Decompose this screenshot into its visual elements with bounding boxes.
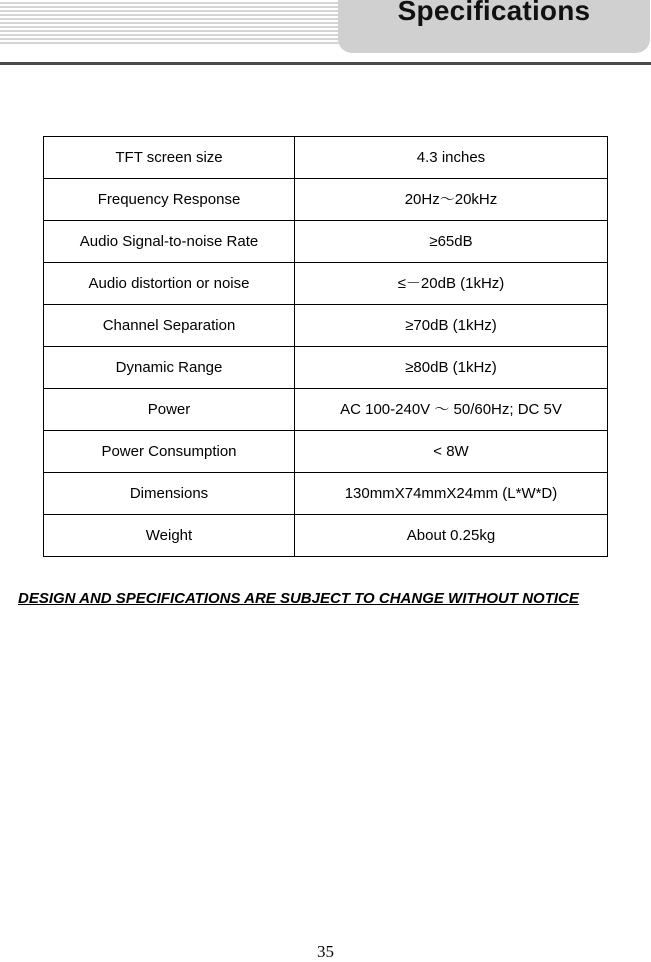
spec-label: Power [44,389,295,431]
table-row [44,179,608,221]
table-row [44,431,608,473]
spec-value: ≥80dB (1kHz) [295,347,608,389]
spec-label: Frequency Response [44,179,295,221]
spec-value: ≥65dB [295,221,608,263]
spec-value: 20Hz～20kHz [295,179,608,221]
spec-label: Dynamic Range [44,347,295,389]
spec-label: Weight [44,515,295,557]
spec-label: TFT screen size [44,137,295,179]
spec-value: AC 100-240V ～ 50/60Hz; DC 5V [295,389,608,431]
change-notice: DESIGN AND SPECIFICATIONS ARE SUBJECT TO CHANGE WITHOUT NOTICE [18,590,579,607]
spec-value: ≤－20dB (1kHz) [295,263,608,305]
specifications-table [43,136,608,557]
spec-label: Power Consumption [44,431,295,473]
spec-value: 130mmX74mmX24mm (L*W*D) [295,473,608,515]
table-row [44,515,608,557]
header-tab [338,0,650,53]
header-divider [0,62,651,65]
spec-value: ≥70dB (1kHz) [295,305,608,347]
spec-label: Audio Signal-to-noise Rate [44,221,295,263]
table-row [44,263,608,305]
page-number: 35 [317,942,334,961]
spec-value: About 0.25kg [295,515,608,557]
table-row [44,347,608,389]
table-row [44,389,608,431]
table-row [44,221,608,263]
header-stripes-decoration [0,0,345,46]
table-row [44,305,608,347]
page-title: Specifications [397,0,591,26]
spec-label: Channel Separation [44,305,295,347]
table-row [44,137,608,179]
spec-value: 4.3 inches [295,137,608,179]
spec-value: < 8W [295,431,608,473]
table-row [44,473,608,515]
spec-label: Dimensions [44,473,295,515]
spec-label: Audio distortion or noise [44,263,295,305]
